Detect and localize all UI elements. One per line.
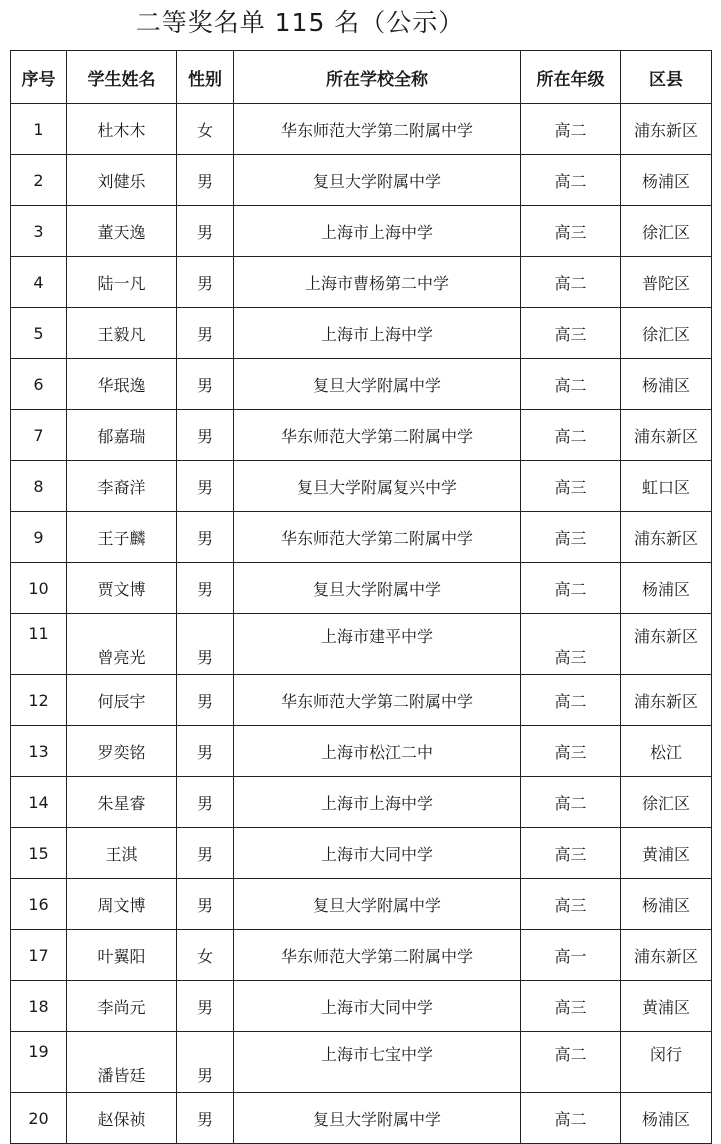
cell-grade: 高二 (521, 563, 621, 614)
cell-grade: 高二 (521, 257, 621, 308)
cell-grade: 高三 (521, 308, 621, 359)
cell-district: 杨浦区 (621, 563, 712, 614)
cell-district: 浦东新区 (621, 410, 712, 461)
cell-district: 松江 (621, 726, 712, 777)
cell-gender: 男 (177, 828, 234, 879)
header-grade: 所在年级 (521, 51, 621, 104)
cell-grade: 高二 (521, 1093, 621, 1144)
cell-school-name: 华东师范大学第二附属中学 (234, 675, 521, 726)
cell-district: 浦东新区 (621, 675, 712, 726)
cell-district: 徐汇区 (621, 777, 712, 828)
cell-district: 黄浦区 (621, 981, 712, 1032)
cell-student-name: 潘皆廷 (67, 1032, 177, 1093)
cell-gender: 男 (177, 726, 234, 777)
cell-grade: 高二 (521, 410, 621, 461)
header-district: 区县 (621, 51, 712, 104)
cell-gender: 男 (177, 512, 234, 563)
cell-district: 黄浦区 (621, 828, 712, 879)
table-row (11, 563, 712, 614)
cell-student-name: 王淇 (67, 828, 177, 879)
cell-student-name: 罗奕铭 (67, 726, 177, 777)
cell-student-name: 周文博 (67, 879, 177, 930)
table-row (11, 155, 712, 206)
cell-serial-number: 10 (11, 563, 67, 614)
cell-serial-number: 11 (11, 614, 67, 675)
cell-grade: 高二 (521, 1032, 621, 1093)
cell-student-name: 何辰宇 (67, 675, 177, 726)
cell-district: 杨浦区 (621, 879, 712, 930)
cell-serial-number: 8 (11, 461, 67, 512)
header-school-name: 所在学校全称 (234, 51, 521, 104)
cell-serial-number: 2 (11, 155, 67, 206)
cell-student-name: 董天逸 (67, 206, 177, 257)
table-row (11, 879, 712, 930)
cell-gender: 男 (177, 1093, 234, 1144)
cell-school-name: 华东师范大学第二附属中学 (234, 104, 521, 155)
cell-student-name: 陆一凡 (67, 257, 177, 308)
table-header-row (11, 51, 712, 104)
cell-student-name: 李尚元 (67, 981, 177, 1032)
cell-district: 杨浦区 (621, 1093, 712, 1144)
cell-student-name: 王毅凡 (67, 308, 177, 359)
table-row (11, 726, 712, 777)
cell-student-name: 贾文博 (67, 563, 177, 614)
table-row (11, 359, 712, 410)
cell-school-name: 华东师范大学第二附属中学 (234, 512, 521, 563)
cell-gender: 男 (177, 257, 234, 308)
cell-student-name: 李裔洋 (67, 461, 177, 512)
cell-student-name: 赵保祯 (67, 1093, 177, 1144)
cell-serial-number: 1 (11, 104, 67, 155)
cell-gender: 女 (177, 930, 234, 981)
cell-district: 徐汇区 (621, 206, 712, 257)
cell-district: 浦东新区 (621, 930, 712, 981)
table-row (11, 1032, 712, 1093)
header-gender: 性别 (177, 51, 234, 104)
header-student-name: 学生姓名 (67, 51, 177, 104)
header-serial-number: 序号 (11, 51, 67, 104)
cell-gender: 男 (177, 461, 234, 512)
cell-serial-number: 15 (11, 828, 67, 879)
cell-gender: 男 (177, 614, 234, 675)
table-row (11, 104, 712, 155)
cell-school-name: 复旦大学附属中学 (234, 359, 521, 410)
cell-serial-number: 13 (11, 726, 67, 777)
cell-school-name: 上海市上海中学 (234, 777, 521, 828)
cell-school-name: 复旦大学附属复兴中学 (234, 461, 521, 512)
cell-serial-number: 20 (11, 1093, 67, 1144)
cell-gender: 男 (177, 359, 234, 410)
table-row (11, 1093, 712, 1144)
cell-grade: 高一 (521, 930, 621, 981)
cell-school-name: 复旦大学附属中学 (234, 563, 521, 614)
table-row (11, 410, 712, 461)
award-list-table (10, 50, 712, 1144)
table-row (11, 512, 712, 563)
cell-student-name: 叶翼阳 (67, 930, 177, 981)
cell-school-name: 复旦大学附属中学 (234, 1093, 521, 1144)
table-row (11, 308, 712, 359)
cell-serial-number: 17 (11, 930, 67, 981)
cell-school-name: 上海市大同中学 (234, 828, 521, 879)
cell-gender: 男 (177, 410, 234, 461)
cell-grade: 高三 (521, 206, 621, 257)
cell-grade: 高三 (521, 512, 621, 563)
cell-student-name: 刘健乐 (67, 155, 177, 206)
cell-school-name: 复旦大学附属中学 (234, 879, 521, 930)
cell-gender: 男 (177, 308, 234, 359)
cell-gender: 男 (177, 777, 234, 828)
cell-school-name: 上海市七宝中学 (234, 1032, 521, 1093)
cell-district: 杨浦区 (621, 155, 712, 206)
table-row (11, 981, 712, 1032)
table-row (11, 828, 712, 879)
cell-student-name: 杜木木 (67, 104, 177, 155)
table-row (11, 206, 712, 257)
cell-serial-number: 6 (11, 359, 67, 410)
cell-grade: 高二 (521, 104, 621, 155)
cell-grade: 高二 (521, 777, 621, 828)
cell-grade: 高三 (521, 981, 621, 1032)
cell-grade: 高三 (521, 726, 621, 777)
cell-school-name: 上海市松江二中 (234, 726, 521, 777)
page-title: 二等奖名单 115 名（公示） (135, 8, 465, 37)
cell-serial-number: 9 (11, 512, 67, 563)
cell-grade: 高三 (521, 461, 621, 512)
cell-serial-number: 5 (11, 308, 67, 359)
cell-school-name: 上海市曹杨第二中学 (234, 257, 521, 308)
table-row (11, 777, 712, 828)
cell-serial-number: 4 (11, 257, 67, 308)
cell-district: 浦东新区 (621, 512, 712, 563)
cell-serial-number: 12 (11, 675, 67, 726)
cell-district: 普陀区 (621, 257, 712, 308)
cell-student-name: 王子麟 (67, 512, 177, 563)
cell-gender: 男 (177, 1032, 234, 1093)
cell-grade: 高三 (521, 828, 621, 879)
table-row (11, 675, 712, 726)
cell-serial-number: 3 (11, 206, 67, 257)
cell-student-name: 郁嘉瑞 (67, 410, 177, 461)
cell-gender: 男 (177, 206, 234, 257)
cell-gender: 男 (177, 155, 234, 206)
cell-school-name: 华东师范大学第二附属中学 (234, 930, 521, 981)
table-row (11, 257, 712, 308)
cell-gender: 女 (177, 104, 234, 155)
cell-serial-number: 16 (11, 879, 67, 930)
table-row (11, 930, 712, 981)
table-row (11, 614, 712, 675)
cell-serial-number: 7 (11, 410, 67, 461)
table-row (11, 461, 712, 512)
cell-grade: 高二 (521, 155, 621, 206)
cell-school-name: 上海市建平中学 (234, 614, 521, 675)
cell-student-name: 曾亮光 (67, 614, 177, 675)
cell-gender: 男 (177, 879, 234, 930)
cell-student-name: 朱星睿 (67, 777, 177, 828)
table-body (11, 104, 712, 1144)
cell-district: 杨浦区 (621, 359, 712, 410)
cell-school-name: 华东师范大学第二附属中学 (234, 410, 521, 461)
cell-school-name: 复旦大学附属中学 (234, 155, 521, 206)
cell-gender: 男 (177, 981, 234, 1032)
cell-student-name: 华珉逸 (67, 359, 177, 410)
cell-serial-number: 14 (11, 777, 67, 828)
cell-school-name: 上海市大同中学 (234, 981, 521, 1032)
cell-grade: 高三 (521, 879, 621, 930)
cell-serial-number: 18 (11, 981, 67, 1032)
cell-grade: 高二 (521, 675, 621, 726)
cell-grade: 高二 (521, 359, 621, 410)
cell-district: 浦东新区 (621, 104, 712, 155)
cell-serial-number: 19 (11, 1032, 67, 1093)
cell-district: 虹口区 (621, 461, 712, 512)
cell-gender: 男 (177, 675, 234, 726)
cell-school-name: 上海市上海中学 (234, 206, 521, 257)
cell-gender: 男 (177, 563, 234, 614)
cell-district: 浦东新区 (621, 614, 712, 675)
cell-district: 徐汇区 (621, 308, 712, 359)
cell-district: 闵行 (621, 1032, 712, 1093)
cell-grade: 高三 (521, 614, 621, 675)
cell-school-name: 上海市上海中学 (234, 308, 521, 359)
